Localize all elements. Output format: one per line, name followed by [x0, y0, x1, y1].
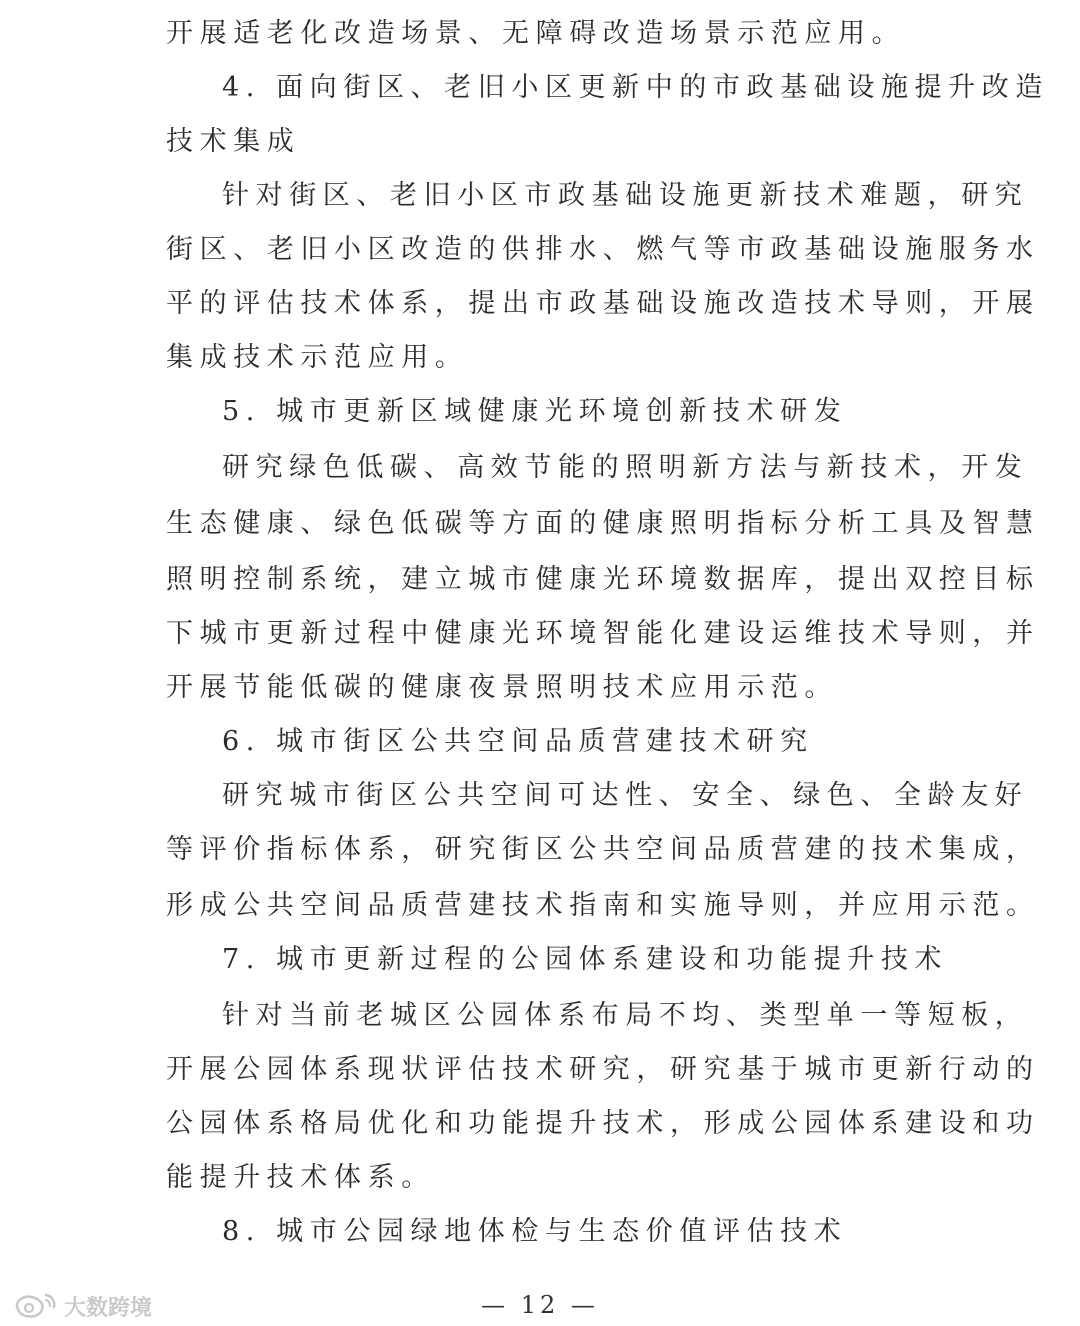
page-number: — 12 — — [481, 1291, 599, 1319]
text-line-16: 等评价指标体系，研究街区公共空间品质营建的技术集成， — [166, 834, 1040, 865]
section-heading-4-cont: 技术集成 — [166, 126, 301, 157]
text-line-21: 公园体系格局优化和功能提升技术，形成公园体系建设和功 — [166, 1108, 1040, 1139]
text-line-15: 研究城市街区公共空间可达性、安全、绿色、全龄友好 — [222, 780, 1029, 811]
section-heading-4: 4. 面向街区、老旧小区更新中的市政基础设施提升改造 — [222, 72, 1049, 103]
text-line-4: 针对街区、老旧小区市政基础设施更新技术难题，研究 — [222, 180, 1029, 211]
text-line-6: 平的评估技术体系，提出市政基础设施改造技术导则，开展 — [166, 288, 1040, 319]
section-heading-5: 5. 城市更新区域健康光环境创新技术研发 — [222, 396, 848, 427]
text-line-9: 研究绿色低碳、高效节能的照明新方法与新技术，开发 — [222, 452, 1029, 483]
text-line-20: 开展公园体系现状评估技术研究，研究基于城市更新行动的 — [166, 1054, 1040, 1085]
section-heading-7: 7. 城市更新过程的公园体系建设和功能提升技术 — [222, 944, 949, 975]
text-line-10: 生态健康、绿色低碳等方面的健康照明指标分析工具及智慧 — [166, 508, 1040, 539]
section-heading-8: 8. 城市公园绿地体检与生态价值评估技术 — [222, 1216, 848, 1247]
text-line-1: 开展适老化改造场景、无障碍改造场景示范应用。 — [166, 18, 906, 49]
text-line-11: 照明控制系统，建立城市健康光环境数据库，提出双控目标 — [166, 564, 1040, 595]
text-line-19: 针对当前老城区公园体系布局不均、类型单一等短板， — [222, 1000, 1029, 1031]
watermark-text: 大数跨境 — [64, 1295, 153, 1321]
weibo-logo-icon — [12, 1291, 58, 1321]
text-line-22: 能提升技术体系。 — [166, 1162, 435, 1193]
text-line-12: 下城市更新过程中健康光环境智能化建设运维技术导则，并 — [166, 618, 1040, 649]
section-heading-6: 6. 城市街区公共空间品质营建技术研究 — [222, 726, 814, 757]
text-line-17: 形成公共空间品质营建技术指南和实施导则，并应用示范。 — [166, 890, 1040, 921]
text-line-5: 街区、老旧小区改造的供排水、燃气等市政基础设施服务水 — [166, 234, 1040, 265]
text-line-13: 开展节能低碳的健康夜景照明技术应用示范。 — [166, 672, 838, 703]
watermark — [12, 1290, 152, 1322]
text-line-7: 集成技术示范应用。 — [166, 342, 469, 373]
